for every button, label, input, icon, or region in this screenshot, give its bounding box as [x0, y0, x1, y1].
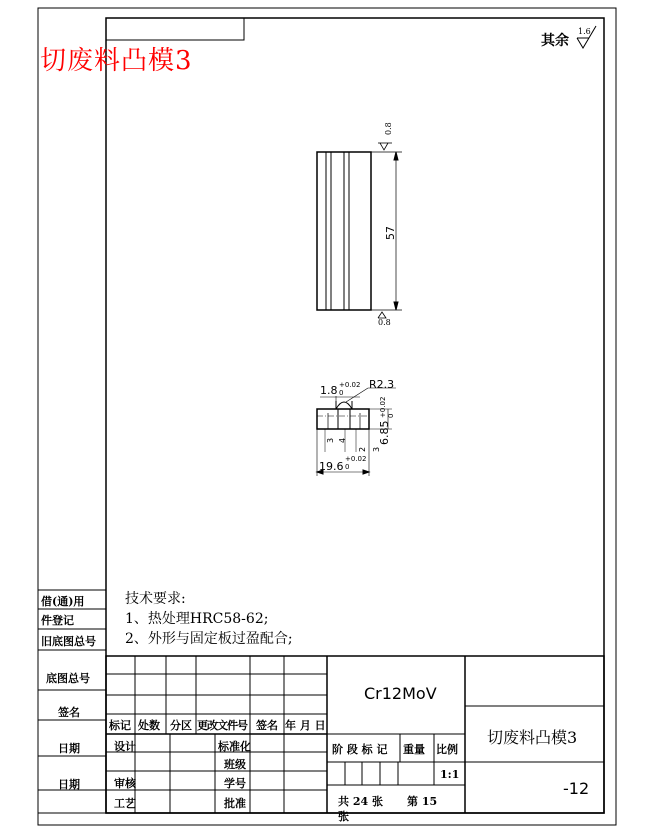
side-label-date-2: 日期	[58, 778, 80, 791]
rev-header-count: 处数	[138, 719, 160, 732]
side-label-signature: 签名	[58, 706, 80, 719]
part-name: 切废料凸模3	[487, 728, 578, 747]
small-dim-c: 2	[358, 446, 367, 452]
inner-frame	[106, 18, 604, 813]
d-width-dim: 1.8	[320, 384, 338, 397]
role-review: 审核	[114, 777, 136, 790]
drawing-number: -12	[563, 779, 590, 798]
role-standard: 标准化	[218, 740, 251, 753]
side-label-date-1: 日期	[58, 742, 80, 755]
overall-width-dim: 19.6	[319, 460, 344, 473]
rev-header-zone: 分区	[170, 719, 192, 732]
finish-bottom: 0.8	[378, 318, 391, 327]
weight-header: 重量	[403, 743, 425, 756]
slot-height-tol: +0.02	[379, 396, 387, 418]
surface-finish-note: 其余	[541, 33, 569, 49]
radius-dim: R2.3	[369, 378, 395, 391]
small-dim-b: 3	[372, 446, 381, 452]
rev-header-date: 年 月 日	[285, 719, 326, 732]
role-approve: 批准	[224, 797, 246, 810]
rev-header-sign: 签名	[256, 719, 278, 732]
rev-header-mark: 标记	[109, 719, 131, 732]
sheet-tail: 张	[338, 810, 349, 823]
drawing-title: 切废料凸模3	[40, 46, 193, 76]
side-label-old-drawing: 旧底图总号	[41, 635, 96, 648]
rev-header-doc: 更改文件号	[197, 719, 247, 732]
tech-req-item-1: 1、热处理HRC58-62;	[125, 611, 269, 627]
small-dim-a: 3	[326, 437, 335, 443]
tech-req-item-2: 2、外形与固定板过盈配合;	[125, 631, 293, 647]
stage-header: 阶 段 标 记	[332, 743, 388, 756]
sheet-number: 第 15	[407, 795, 438, 808]
height-dim: 57	[384, 226, 397, 240]
material: Cr12MoV	[364, 684, 437, 703]
small-dim-d: 4	[338, 437, 347, 443]
top-left-box	[106, 18, 244, 40]
d-width-tol0: 0	[339, 389, 344, 397]
side-label-drawing-no: 底图总号	[46, 672, 90, 685]
finish-top: 0.8	[384, 122, 393, 135]
slot-height-dim: 6.85	[378, 420, 391, 445]
d-width-tol: +0.02	[339, 381, 361, 389]
sheet-total: 共 24 张	[338, 795, 383, 808]
scale-value: 1:1	[440, 768, 460, 781]
role-class: 班级	[224, 758, 246, 771]
scale-header: 比例	[436, 743, 458, 756]
slot-height-tol0: 0	[387, 413, 395, 418]
role-process: 工艺	[114, 797, 136, 810]
overall-width-tol0: 0	[345, 463, 350, 471]
role-design: 设计	[114, 740, 136, 753]
overall-width-tol: +0.02	[345, 455, 367, 463]
surface-finish-value: 1.6	[578, 27, 591, 36]
side-label-register: 件登记	[41, 614, 74, 627]
tech-req-heading: 技术要求:	[125, 591, 186, 607]
side-label-borrow: 借(通)用	[41, 595, 85, 608]
role-student-no: 学号	[224, 777, 246, 790]
